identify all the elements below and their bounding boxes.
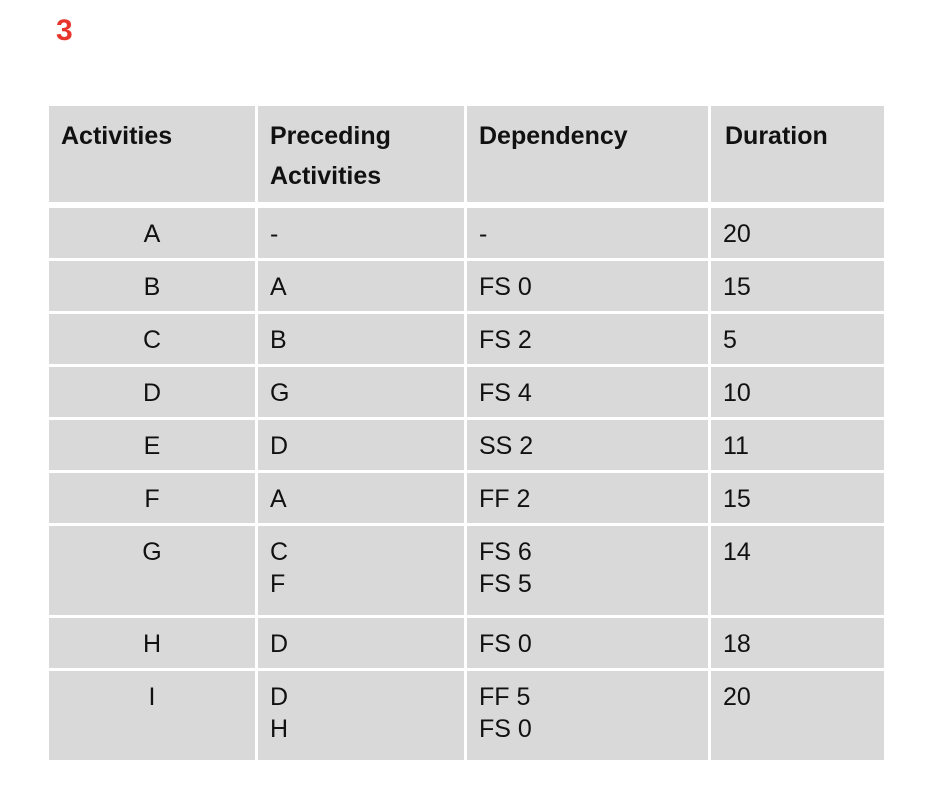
- cell-preceding: [257, 366, 466, 419]
- preceding-activity-label: D: [270, 683, 289, 711]
- activity-label: A: [143, 220, 161, 248]
- cell-duration: [710, 525, 886, 617]
- preceding-activity-label: F: [270, 570, 286, 598]
- dependency-label: FF 5: [479, 683, 531, 711]
- cell-dependency: [466, 617, 710, 670]
- activity-label: E: [143, 432, 161, 460]
- header-preceding-line2: Activities: [270, 162, 382, 190]
- duration-value: 11: [723, 432, 749, 460]
- duration-value: 15: [723, 273, 751, 301]
- preceding-activity-label: C: [270, 538, 289, 566]
- cell-dependency: [466, 670, 710, 762]
- activity-label: C: [142, 326, 162, 354]
- header-preceding-line1: Preceding: [270, 122, 391, 150]
- cell-activity: [48, 313, 257, 366]
- preceding-activity-label: H: [270, 715, 289, 743]
- cell-activity: [48, 205, 257, 260]
- preceding-activity-label: G: [270, 379, 290, 407]
- cell-preceding: [257, 617, 466, 670]
- cell-preceding: [257, 419, 466, 472]
- header-dependency: [466, 105, 710, 206]
- cell-activity: [48, 525, 257, 617]
- cell-duration: [710, 670, 886, 762]
- cell-dependency: [466, 525, 710, 617]
- cell-activity: [48, 366, 257, 419]
- dependency-label: SS 2: [479, 432, 534, 460]
- table-row: [48, 313, 886, 366]
- cell-duration: [710, 205, 886, 260]
- cell-dependency: [466, 260, 710, 313]
- table-body: [48, 205, 886, 762]
- cell-dependency: [466, 419, 710, 472]
- preceding-activity-label: A: [270, 485, 287, 513]
- table-row: [48, 617, 886, 670]
- activity-label: D: [142, 379, 162, 407]
- duration-value: 10: [723, 379, 751, 407]
- preceding-activity-label: A: [270, 273, 287, 301]
- activity-label: H: [142, 630, 162, 658]
- header-activities: [48, 105, 257, 206]
- cell-duration: [710, 366, 886, 419]
- cell-preceding: [257, 205, 466, 260]
- cell-activity: [48, 260, 257, 313]
- cell-duration: [710, 260, 886, 313]
- dependency-label: FS 0: [479, 273, 532, 301]
- activity-label: G: [142, 538, 162, 566]
- table-row: [48, 205, 886, 260]
- activity-table: [46, 103, 887, 763]
- preceding-activity-label: D: [270, 630, 289, 658]
- table-row: [48, 670, 886, 762]
- cell-dependency: [466, 205, 710, 260]
- table-row: [48, 472, 886, 525]
- duration-value: 5: [723, 326, 737, 354]
- duration-value: 15: [723, 485, 751, 513]
- cell-dependency: [466, 472, 710, 525]
- header-duration: [710, 105, 886, 206]
- slide-number: 3: [56, 14, 73, 47]
- header-preceding-activities: [257, 105, 466, 206]
- dependency-label: FS 4: [479, 379, 532, 407]
- activity-label: B: [143, 273, 161, 301]
- cell-dependency: [466, 313, 710, 366]
- cell-duration: [710, 617, 886, 670]
- cell-duration: [710, 472, 886, 525]
- dependency-label: FS 2: [479, 326, 532, 354]
- duration-value: 14: [723, 538, 751, 566]
- cell-preceding: [257, 313, 466, 366]
- activity-label: F: [144, 485, 160, 513]
- duration-value: 18: [723, 630, 751, 658]
- header-activities-label: Activities: [61, 122, 173, 150]
- cell-activity: [48, 617, 257, 670]
- header-duration-label: Duration: [725, 122, 828, 150]
- dependency-label: -: [479, 220, 488, 248]
- duration-value: 20: [723, 220, 751, 248]
- activity-label: I: [148, 683, 156, 711]
- preceding-activity-label: D: [270, 432, 289, 460]
- dependency-label: FS 0: [479, 630, 532, 658]
- table-row: [48, 260, 886, 313]
- header-dependency-label: Dependency: [479, 122, 628, 150]
- table-row: [48, 366, 886, 419]
- table-row: [48, 419, 886, 472]
- cell-preceding: [257, 670, 466, 762]
- cell-activity: [48, 419, 257, 472]
- dependency-label: FS 0: [479, 715, 532, 743]
- dependency-label: FS 6: [479, 538, 532, 566]
- table-row: [48, 525, 886, 617]
- dependency-label: FS 5: [479, 570, 532, 598]
- dependency-label: FF 2: [479, 485, 531, 513]
- cell-preceding: [257, 525, 466, 617]
- table-header-row: [48, 105, 886, 206]
- cell-preceding: [257, 472, 466, 525]
- duration-value: 20: [723, 683, 751, 711]
- cell-duration: [710, 419, 886, 472]
- cell-activity: [48, 670, 257, 762]
- cell-duration: [710, 313, 886, 366]
- cell-activity: [48, 472, 257, 525]
- preceding-activity-label: B: [270, 326, 287, 354]
- cell-dependency: [466, 366, 710, 419]
- cell-preceding: [257, 260, 466, 313]
- preceding-activity-label: -: [270, 220, 279, 248]
